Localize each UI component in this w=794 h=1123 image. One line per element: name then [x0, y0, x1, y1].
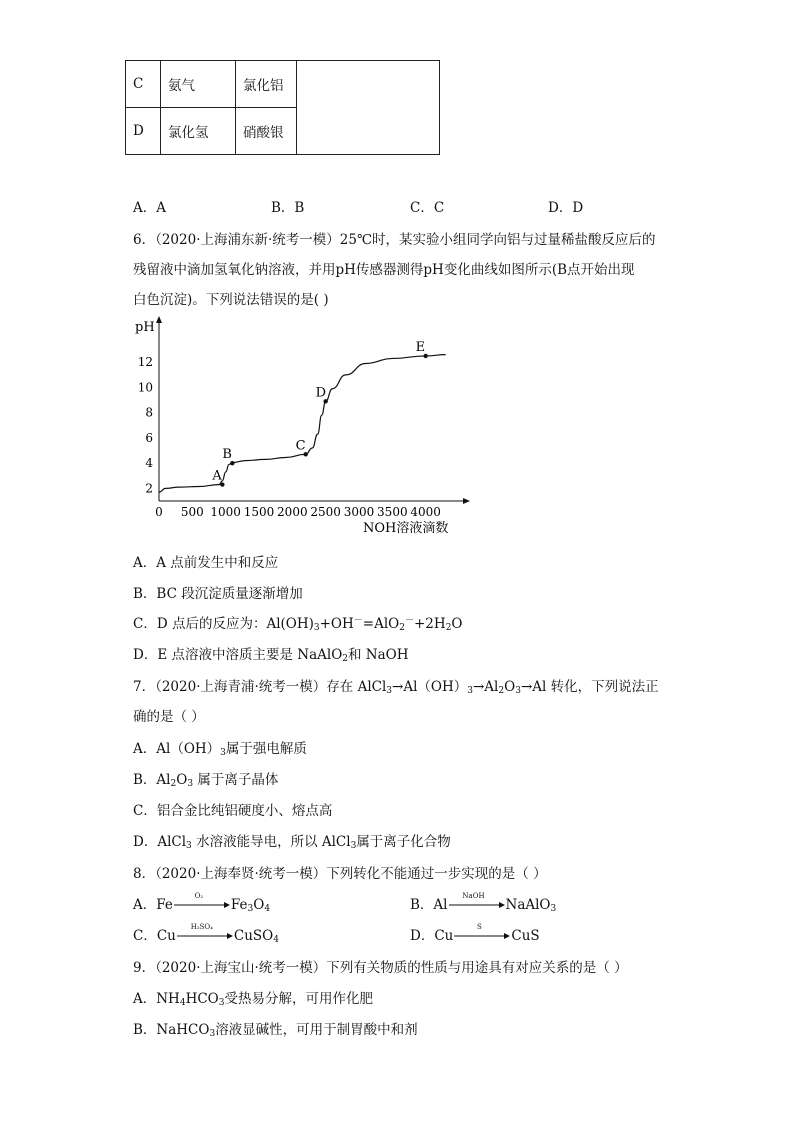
- y-axis-label: pH: [135, 320, 155, 335]
- text-fragment: O: [176, 772, 188, 788]
- y-tick-label: 4: [145, 456, 153, 471]
- text-fragment: B．NaHCO: [133, 1022, 210, 1038]
- point-label: A: [212, 468, 222, 484]
- point-label: E: [415, 339, 426, 355]
- y-axis-arrow-icon: [156, 316, 162, 323]
- x-axis-arrow-icon: [463, 498, 470, 504]
- ph-curve-chart: [125, 315, 475, 540]
- subscript: 3: [550, 904, 557, 914]
- x-tick-label: 2500: [310, 505, 341, 519]
- table-cell: 氯化氢: [161, 108, 236, 155]
- text-fragment: O: [451, 616, 463, 632]
- chart-ticks: [138, 355, 441, 519]
- table-cell: 氯化铝: [236, 61, 297, 108]
- q7-option-d[interactable]: [133, 830, 451, 851]
- q5-option-d[interactable]: D．D: [548, 200, 584, 216]
- text-fragment: +OH: [319, 616, 354, 632]
- text-fragment: =AlO: [362, 616, 400, 632]
- subscript: 3: [186, 841, 192, 851]
- q6-option-d[interactable]: [133, 643, 409, 664]
- subscript: 3: [313, 623, 320, 633]
- q6-option-b[interactable]: B．BC 段沉淀质量逐渐增加: [133, 586, 303, 602]
- q6-stem-line3: 白色沉淀)。下列说法错误的是( ): [133, 292, 329, 308]
- q9-option-b[interactable]: [133, 1018, 418, 1039]
- text-fragment: 和 NaOH: [348, 647, 409, 663]
- text-fragment: →Al（OH）: [392, 679, 468, 695]
- table-cell-empty: [297, 61, 440, 155]
- superscript: －: [404, 616, 414, 626]
- subscript: 2: [445, 623, 452, 633]
- text-fragment: →Al: [473, 679, 499, 695]
- text-fragment: D．E 点溶液中溶质主要是 NaAlO: [133, 647, 343, 663]
- ph-curve-line: [159, 355, 446, 493]
- subscript: 2: [170, 779, 177, 789]
- text-fragment: →Al 转化，下列说法正: [520, 679, 659, 695]
- x-tick-label: 1000: [210, 505, 241, 519]
- subscript: 4: [273, 935, 279, 945]
- text-fragment: 属于强电解质: [225, 741, 307, 757]
- x-tick-label: 4000: [410, 505, 441, 519]
- text-fragment: HCO: [185, 991, 219, 1007]
- y-tick-label: 12: [137, 355, 153, 370]
- q7-option-a[interactable]: [133, 737, 307, 758]
- q6-option-c[interactable]: [133, 612, 463, 633]
- subscript: 3: [247, 904, 254, 914]
- point-label: B: [222, 447, 232, 463]
- text-fragment: O: [253, 897, 265, 913]
- y-tick-label: 10: [137, 380, 153, 395]
- x-tick-label: 2000: [277, 505, 308, 519]
- q8-option-d[interactable]: [410, 924, 540, 944]
- arrow-label: H₂SO₄: [190, 923, 213, 931]
- reaction-arrow-icon: [454, 923, 510, 942]
- table-cell: 硝酸银: [236, 108, 297, 155]
- text-fragment: 属于离子化合物: [356, 834, 451, 850]
- subscript: 4: [179, 998, 186, 1008]
- x-tick-label: 3500: [377, 505, 408, 519]
- y-tick-label: 2: [145, 481, 153, 496]
- text-fragment: A．Al（OH）: [133, 741, 221, 757]
- q5-option-a[interactable]: A．A: [133, 200, 166, 216]
- subscript: 3: [220, 748, 226, 758]
- text-fragment: NaAlO: [505, 897, 551, 913]
- q7-option-c[interactable]: C．铝合金比纯铝硬度小、熔点高: [133, 803, 333, 819]
- reaction-arrow-icon: [174, 892, 230, 911]
- x-tick-label: 3000: [343, 505, 375, 519]
- subscript: 3: [467, 686, 473, 696]
- q7-stem-line2: 确的是（ ）: [133, 709, 205, 725]
- text-fragment: 受热易分解，可用作化肥: [224, 991, 373, 1007]
- arrow-label: S: [476, 923, 482, 931]
- point-label: C: [295, 438, 306, 454]
- q8-option-b[interactable]: [410, 893, 556, 914]
- subscript: 3: [187, 779, 194, 789]
- subscript: 3: [218, 998, 225, 1008]
- q7-option-b[interactable]: [133, 768, 278, 789]
- table-cell-letter: D: [126, 108, 161, 155]
- text-fragment: 溶液显碱性，可用于制胃酸中和剂: [215, 1022, 418, 1038]
- x-axis-label: NOH溶液滴数: [363, 521, 449, 536]
- q6-stem-line1: 6．（2020·上海浦东新·统考一模）25℃时，某实验小组同学向铝与过量稀盐酸反应后的: [133, 232, 656, 248]
- text-fragment: D．AlCl: [133, 834, 187, 850]
- q5-option-b[interactable]: B．B: [271, 200, 305, 216]
- subscript: 2: [342, 654, 348, 664]
- x-tick-label: 0: [155, 505, 163, 519]
- text-fragment: B．Al: [410, 897, 448, 913]
- table-cell-letter: C: [126, 61, 161, 108]
- text-fragment: A．Fe: [133, 897, 173, 913]
- subscript: 2: [399, 623, 405, 633]
- text-fragment: Fe: [230, 897, 248, 913]
- y-tick-label: 8: [145, 405, 153, 420]
- y-tick-label: 6: [145, 430, 153, 445]
- chart-points: [211, 340, 428, 487]
- arrow-label: O₂: [194, 892, 204, 900]
- options-table: [125, 60, 440, 155]
- q6-stem-line2: 残留液中滴加氢氧化钠溶液，并用pH传感器测得pH变化曲线如图所示(B点开始出现: [133, 262, 635, 278]
- table-row: [126, 61, 440, 108]
- text-fragment: 7．（2020·上海青浦·统考一模）存在 AlCl: [133, 679, 387, 695]
- text-fragment: A．NH: [133, 991, 180, 1007]
- q5-option-c[interactable]: C．C: [410, 200, 445, 216]
- text-fragment: C．D 点后的反应为：Al(OH): [133, 616, 314, 632]
- text-fragment: O: [504, 679, 516, 695]
- text-fragment: B．Al: [133, 772, 171, 788]
- q8-option-c[interactable]: [133, 924, 279, 945]
- x-tick-label: 500: [180, 505, 204, 519]
- q8-stem: 8．（2020·上海奉贤·统考一模）下列转化不能通过一步实现的是（ ）: [133, 866, 547, 882]
- reaction-arrow-icon: [177, 923, 233, 942]
- reaction-arrow-icon: [449, 892, 505, 911]
- subscript: 3: [515, 686, 521, 696]
- q8-option-a[interactable]: [133, 893, 270, 914]
- arrow-label: NaOH: [462, 892, 485, 900]
- table-cell: 氨气: [161, 61, 236, 108]
- subscript: 2: [498, 686, 505, 696]
- subscript: 3: [386, 686, 393, 696]
- subscript: 4: [264, 904, 271, 914]
- text-fragment: D．Cu: [410, 928, 454, 944]
- text-fragment: +2H: [414, 616, 446, 632]
- x-tick-label: 1500: [243, 505, 275, 519]
- q7-stem-line1: [133, 675, 659, 696]
- text-fragment: 水溶液能导电，所以 AlCl: [191, 834, 351, 850]
- point-label: D: [315, 385, 327, 401]
- text-fragment: CuS: [511, 928, 540, 944]
- q9-option-a[interactable]: [133, 987, 373, 1008]
- subscript: 3: [350, 841, 357, 851]
- q6-option-a[interactable]: A．A 点前发生中和反应: [133, 555, 279, 571]
- text-fragment: C．Cu: [133, 928, 176, 944]
- superscript: －: [353, 616, 363, 626]
- text-fragment: CuSO: [233, 928, 274, 944]
- text-fragment: 属于离子晶体: [193, 772, 279, 788]
- q9-stem: 9．（2020·上海宝山·统考一模）下列有关物质的性质与用途具有对应关系的是（ ）: [133, 960, 628, 976]
- chart-series: [159, 355, 446, 493]
- subscript: 3: [209, 1029, 216, 1039]
